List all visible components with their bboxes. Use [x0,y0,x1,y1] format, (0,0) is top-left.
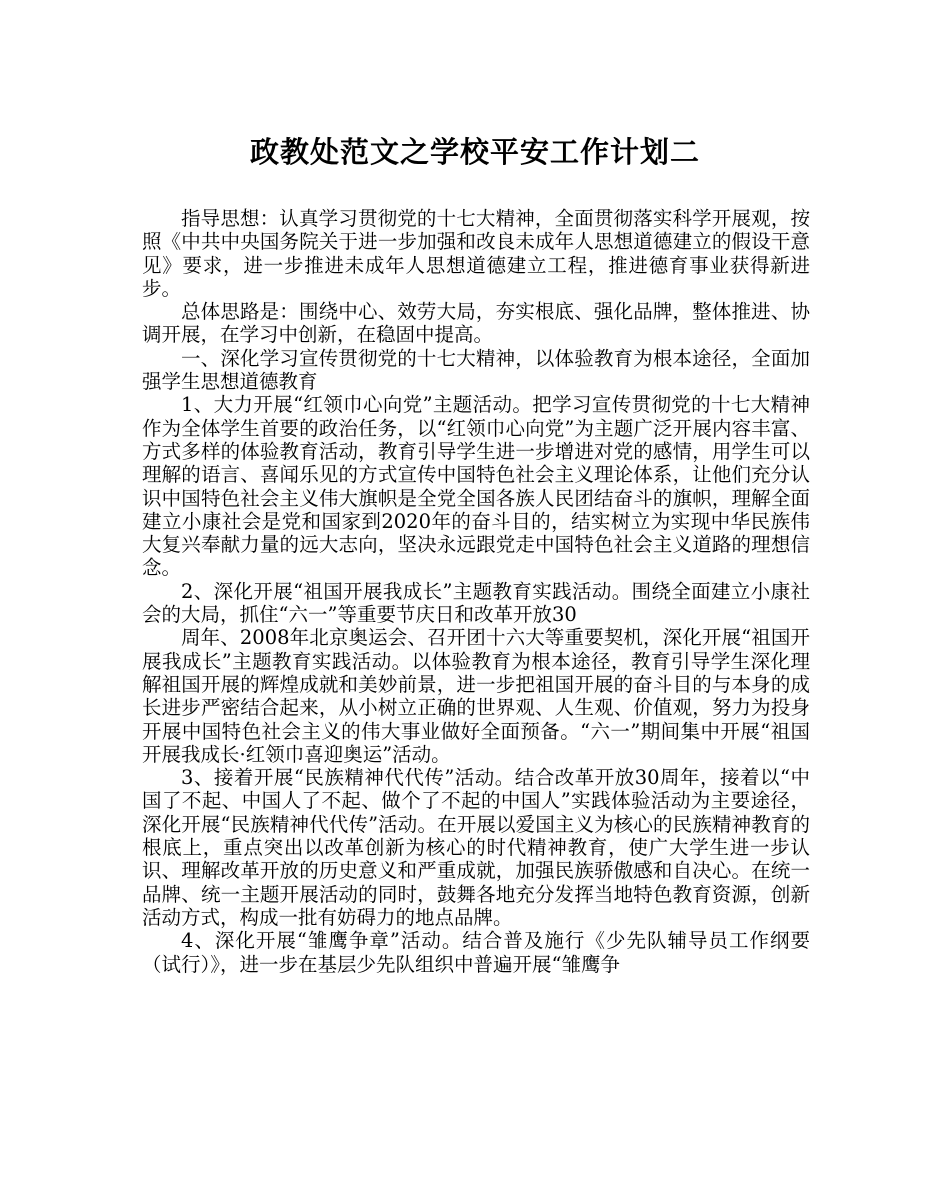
document-body [142,207,810,976]
document-title: 政教处范文之学校平安工作计划二 [249,135,700,169]
paragraph-item-3: 3、接着开展“民族精神代代传”活动。结合改革开放30周年，接着以“中国了不起、中国人了不起、做个了不起的中国人”实践体验活动为主要途径，深化开展“民族精神代代传”活动。在开展以爱国主义为核心的民族精神教育的根底上，重点突出以改革创新为核心的时代精神教育，使广大学生进一步认识、理解改革开放的历史意义和严重成就，加强民族骄傲感和自决心。在统一品牌、统一主题开展活动的同时，鼓舞各地充分发挥当地特色教育资源，创新活动方式，构成一批有妨碍力的地点品牌。 [142,766,810,929]
section-heading-1: 一、深化学习宣传贯彻党的十七大精神，以体验教育为根本途径，全面加强学生思想道德教育 [142,346,810,394]
paragraph-guiding-thought: 指导思想：认真学习贯彻党的十七大精神，全面贯彻落实科学开展观，按照《中共中央国务院关于进一步加强和改良未成年人思想道德建立的假设干意见》要求，进一步推进未成年人思想道德建立工程，推进德育事业获得新进步。 [142,207,810,300]
paragraph-item-2-continued: 周年、2008年北京奥运会、召开团十六大等重要契机，深化开展“祖国开展我成长”主题教育实践活动。以体验教育为根本途径，教育引导学生深化理解祖国开展的辉煌成就和美妙前景，进一步把祖国开展的奋斗目的与本身的成长进步严密结合起来，从小树立正确的世界观、人生观、价值观，努力为投身开展中国特色社会主义的伟大事业做好全面预备。“六一”期间集中开展“祖国开展我成长·红领巾喜迎奥运”活动。 [142,626,810,766]
paragraph-item-4: 4、深化开展“雏鹰争章”活动。结合普及施行《少先队辅导员工作纲要（试行）》，进一步在基层少先队组织中普遍开展“雏鹰争 [142,929,810,976]
paragraph-item-2: 2、深化开展“祖国开展我成长”主题教育实践活动。围绕全面建立小康社会的大局，抓住“六一”等重要节庆日和改革开放30 [142,579,810,627]
paragraph-item-1: 1、大力开展“红领巾心向党”主题活动。把学习宣传贯彻党的十七大精神作为全体学生首要的政治任务，以“红领巾心向党”为主题广泛开展内容丰富、方式多样的体验教育活动，教育引导学生进一步增进对党的感情，用学生可以理解的语言、喜闻乐见的方式宣传中国特色社会主义理论体系，让他们充分认识中国特色社会主义伟大旗帜是全党全国各族人民团结奋斗的旗帜，理解全面建立小康社会是党和国家到2020年的奋斗目的，结实树立为实现中华民族伟大复兴奉献力量的远大志向，坚决永远跟党走中国特色社会主义道路的理想信念。 [142,393,810,580]
paragraph-overall-approach: 总体思路是：围绕中心、效劳大局，夯实根底、强化品牌，整体推进、协调开展，在学习中创新，在稳固中提高。 [142,300,810,347]
